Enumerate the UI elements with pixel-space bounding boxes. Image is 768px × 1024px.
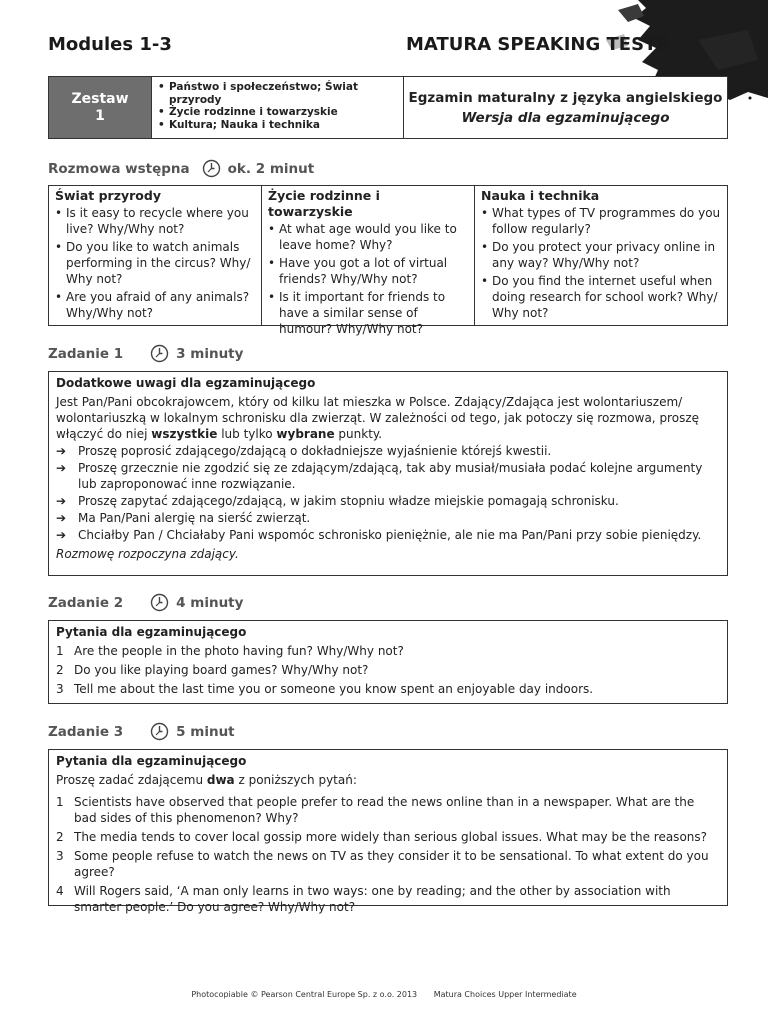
section-zadanie2-heading — [48, 593, 243, 612]
bullet-icon: • — [55, 206, 63, 220]
clock-icon — [150, 344, 169, 363]
section-time: 4 minuty — [176, 594, 244, 611]
question-number: 2 — [56, 830, 64, 844]
section-time: 5 minut — [176, 723, 235, 740]
topic-text: Życie rodzinne i towarzyskie — [169, 106, 338, 118]
question-text: Are the people in the photo having fun? Why/Why not? — [74, 644, 404, 658]
page-footer — [0, 990, 768, 999]
intro-text: Jest Pan/Pani obcokrajowcem, który od kilku lat mieszka w Polsce. Zdający/Zdająca jest wolontariuszem/ wolontariuszką w lokalnym schronisku dla zwierząt. W zależności od tego, jak potoczy się rozmowa, proszę włączyć do niej — [56, 395, 700, 441]
question-text: Scientists have observed that people prefer to read the news online than in a newspaper. What are the bad sides of this phenomenon? Why? — [74, 795, 695, 825]
zadanie1-box — [48, 371, 728, 576]
zestaw-label-number: 1 — [95, 107, 105, 124]
arrow-icon: ➔ — [56, 461, 67, 475]
point-text: Proszę zapytać zdającego/zdającą, w jakim stopniu władze miejskie pomagają schronisku. — [78, 494, 619, 508]
question-number: 3 — [56, 682, 64, 696]
zestaw-topics-list — [151, 77, 404, 138]
arrow-point — [56, 527, 720, 543]
intro-text: Proszę zadać zdającemu — [56, 773, 207, 787]
instruction-paragraph — [56, 394, 720, 442]
intro-text: punkty. — [334, 427, 383, 441]
zadanie3-box — [48, 749, 728, 914]
bullet-icon: • — [268, 256, 276, 270]
question-text: The media tends to cover local gossip more widely than serious global issues. What may be the reasons? — [74, 830, 708, 844]
intro-bold-two: dwa — [206, 773, 235, 787]
section-title: Zadanie 1 — [48, 345, 124, 362]
question-text: Is it easy to recycle where you live? Why/Why not? — [66, 206, 249, 236]
question-number: 1 — [56, 795, 64, 809]
section-rozmowa-heading — [48, 159, 314, 178]
question-text: Will Rogers said, ‘A man only learns in two ways: one by reading; and the other by association with smarter people.’ Do you agree? Why/Why not? — [74, 884, 671, 914]
column-title: Świat przyrody — [55, 188, 161, 203]
intro-text: z poniższych pytań: — [234, 773, 357, 787]
question-text: Do you like playing board games? Why/Why not? — [74, 663, 369, 677]
arrow-icon: ➔ — [56, 444, 67, 458]
box-title: Dodatkowe uwagi dla egzaminującego — [56, 376, 316, 390]
intro-text: lub tylko — [217, 427, 277, 441]
arrow-point — [56, 510, 720, 526]
intro-bold-all: wszystkie — [151, 427, 218, 441]
numbered-question — [56, 643, 720, 659]
arrow-point — [56, 443, 720, 459]
exam-title-cell — [404, 77, 727, 138]
clock-icon — [150, 722, 169, 741]
arrow-point — [56, 460, 720, 492]
arrow-icon: ➔ — [56, 511, 67, 525]
question-text: Have you got a lot of virtual friends? Why/Why not? — [279, 256, 448, 286]
bullet-icon: • — [55, 240, 63, 254]
rozmowa-column — [474, 186, 727, 325]
list-item — [268, 289, 468, 337]
bullet-icon: • — [481, 274, 489, 288]
question-text: At what age would you like to leave home? Why? — [279, 222, 457, 252]
point-text: Chciałby Pan / Chciałaby Pani wspomóc schronisko pieniężnie, ale nie ma Pan/Pani przy sobie pieniędzy. — [78, 528, 702, 542]
topic-text: Kultura; Nauka i technika — [169, 118, 320, 131]
clock-icon — [202, 159, 221, 178]
point-text: Proszę grzecznie nie zgodzić się ze zdającym/zdającą, tak aby musiał/musiała podać kolejne argumenty lub zaproponować inne rozwiązanie. — [78, 461, 703, 491]
zestaw-label — [49, 77, 151, 138]
module-title: Modules 1-3 — [48, 34, 172, 55]
section-zadanie1-heading — [48, 344, 243, 363]
topic-text: Państwo i społeczeństwo; Świat przyrody — [169, 81, 358, 106]
rozmowa-column — [49, 186, 261, 325]
column-title: Nauka i technika — [481, 188, 600, 203]
question-number: 1 — [56, 644, 64, 658]
exam-version: Wersja dla egzaminującego — [461, 109, 670, 126]
arrow-icon: ➔ — [56, 494, 67, 508]
question-text: Do you protect your privacy online in any way? Why/Why not? — [492, 240, 716, 270]
section-zadanie3-heading — [48, 722, 235, 741]
clock-icon — [150, 593, 169, 612]
zestaw-label-word: Zestaw — [71, 90, 129, 107]
section-time: ok. 2 minut — [227, 160, 315, 177]
numbered-question — [56, 681, 720, 697]
topic-item — [158, 119, 397, 132]
topic-item — [158, 81, 397, 106]
column-title: Życie rodzinne i towarzyskie — [268, 188, 380, 219]
section-time: 3 minuty — [176, 345, 244, 362]
list-item — [55, 205, 255, 237]
bullet-icon: • — [55, 290, 63, 304]
bullet-icon: • — [158, 118, 165, 131]
zadanie2-box — [48, 620, 728, 704]
bullet-icon: • — [158, 81, 165, 93]
question-text: Tell me about the last time you or someone you know spent an enjoyable day indoors. — [74, 682, 594, 696]
section-title: Zadanie 3 — [48, 723, 124, 740]
closing-note: Rozmowę rozpoczyna zdający. — [56, 547, 239, 561]
list-item — [481, 239, 721, 271]
list-item — [55, 289, 255, 321]
rozmowa-column — [261, 186, 474, 336]
section-title: Zadanie 2 — [48, 594, 124, 611]
list-item — [55, 239, 255, 287]
section-title: Rozmowa wstępna — [48, 160, 190, 177]
numbered-question — [56, 848, 720, 880]
list-item — [268, 255, 468, 287]
question-text: Are you afraid of any animals? Why/Why not? — [66, 290, 250, 320]
rozmowa-box — [48, 185, 728, 336]
question-text: Do you find the internet useful when doing research for school work? Why/ Why not? — [492, 274, 718, 320]
question-number: 2 — [56, 663, 64, 677]
exam-title: Egzamin maturalny z języka angielskiego — [408, 89, 723, 106]
question-text: What types of TV programmes do you follow regularly? — [492, 206, 721, 236]
numbered-question — [56, 829, 720, 845]
point-text: Ma Pan/Pani alergię na sierść zwierząt. — [78, 511, 311, 525]
numbered-question — [56, 662, 720, 678]
box-title: Pytania dla egzaminującego — [56, 754, 247, 768]
test-series-title: MATURA SPEAKING TESTS — [406, 34, 670, 55]
box-title: Pytania dla egzaminującego — [56, 625, 247, 639]
question-text: Some people refuse to watch the news on TV as they consider it to be sensational. To what extent do you agree? — [74, 849, 709, 879]
question-number: 3 — [56, 849, 64, 863]
arrow-point — [56, 493, 720, 509]
footer-copyright: Photocopiable © Pearson Central Europe Sp. z o.o. 2013 — [191, 990, 418, 999]
question-text: Is it important for friends to have a similar sense of humour? Why/Why not? — [279, 290, 446, 336]
question-number: 4 — [56, 884, 64, 898]
list-item — [481, 205, 721, 237]
list-item — [268, 221, 468, 253]
numbered-question — [56, 883, 720, 915]
bullet-icon: • — [481, 240, 489, 254]
zestaw-header-box — [48, 76, 728, 139]
bullet-icon: • — [268, 222, 276, 236]
topic-item — [158, 106, 397, 119]
numbered-question — [56, 794, 720, 826]
footer-book-title: Matura Choices Upper Intermediate — [433, 990, 577, 999]
intro-bold-selected: wybrane — [276, 427, 335, 441]
bullet-icon: • — [158, 106, 165, 118]
instruction-paragraph — [56, 772, 720, 788]
point-text: Proszę poprosić zdającego/zdającą o dokładniejsze wyjaśnienie którejś kwestii. — [78, 444, 552, 458]
bullet-icon: • — [481, 206, 489, 220]
list-item — [481, 273, 721, 321]
question-text: Do you like to watch animals performing in the circus? Why/ Why not? — [66, 240, 251, 286]
bullet-icon: • — [268, 290, 276, 304]
arrow-icon: ➔ — [56, 528, 67, 542]
